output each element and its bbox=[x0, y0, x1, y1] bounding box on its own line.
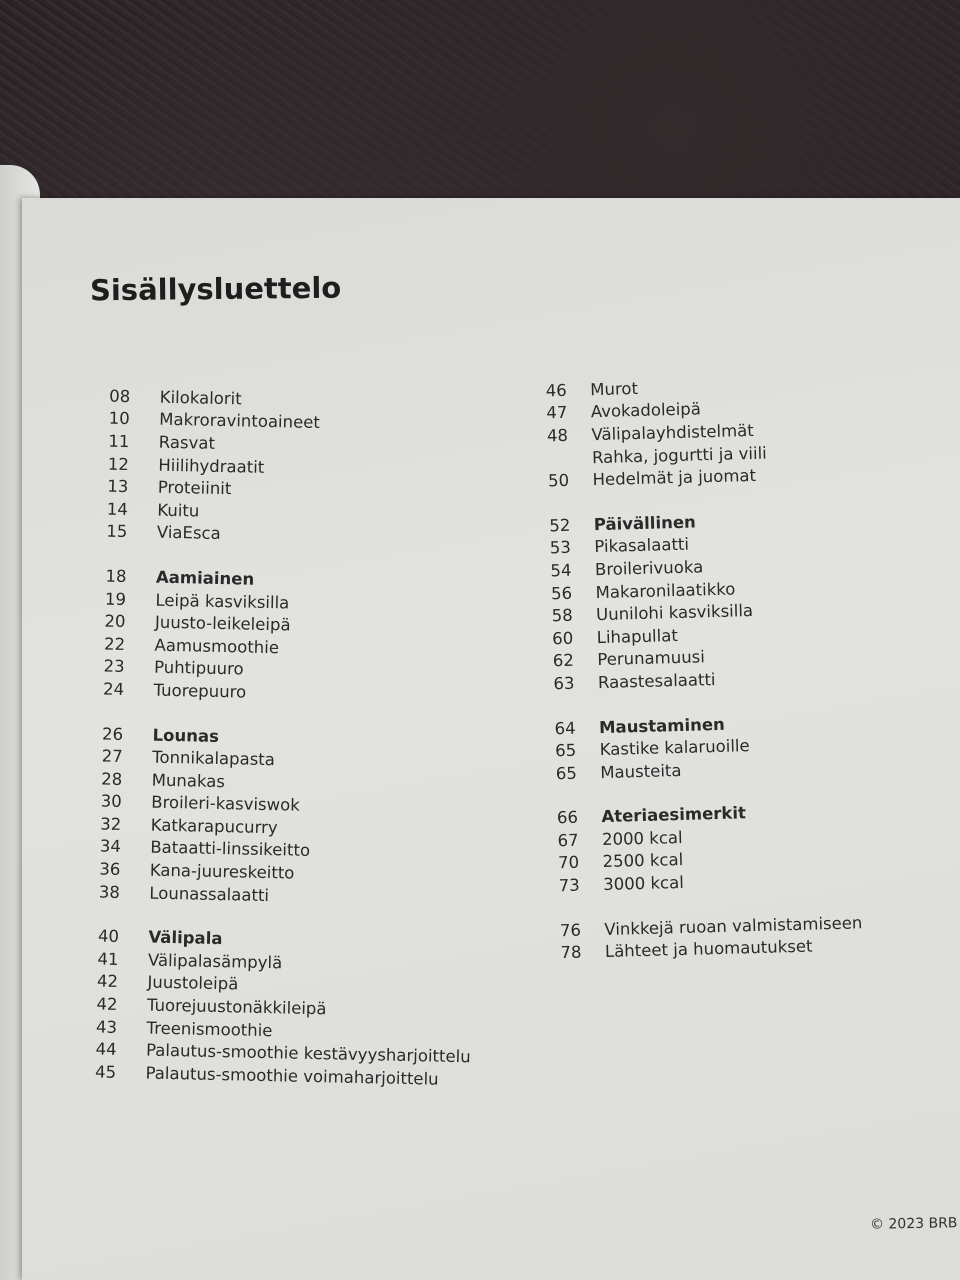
toc-entry-label: Aamiainen bbox=[155, 567, 255, 589]
toc-page-number: 52 bbox=[549, 515, 571, 536]
toc-page-number: 54 bbox=[550, 560, 572, 581]
toc-page-number: 18 bbox=[105, 566, 127, 586]
toc-page-number: 23 bbox=[103, 656, 125, 677]
toc-entry-label: Lounas bbox=[152, 725, 220, 746]
toc-entry-label: 3000 kcal bbox=[602, 873, 685, 895]
book-page bbox=[22, 198, 960, 1280]
toc-entry-label: 2000 kcal bbox=[601, 827, 683, 849]
toc-page-number: 38 bbox=[98, 882, 121, 902]
toc-entry-label: Kilokalorit bbox=[159, 387, 242, 409]
toc-entry-label: Palautus-smoothie kestävyysharjoittelu bbox=[145, 1040, 471, 1067]
toc-entry-label: Lähteet ja huomautukset bbox=[604, 936, 813, 962]
toc-page-number: 56 bbox=[550, 583, 573, 603]
toc-page-number: 48 bbox=[546, 425, 569, 446]
toc-entry-label: Juustoleipä bbox=[147, 972, 239, 994]
toc-entry-label: Kastike kalaruoille bbox=[599, 736, 750, 760]
toc-page-number: 28 bbox=[101, 769, 123, 789]
toc-entry-label: Mausteita bbox=[600, 760, 682, 782]
toc-entry-label: Perunamuusi bbox=[597, 647, 706, 670]
toc-page-number: 26 bbox=[101, 724, 124, 744]
toc-page-number: 12 bbox=[107, 454, 130, 474]
toc-page-number: 78 bbox=[560, 942, 582, 963]
toc-entry-label: Maustaminen bbox=[598, 714, 726, 737]
toc-page-number: 45 bbox=[94, 1062, 117, 1082]
toc-entry-label: Välipala bbox=[148, 927, 223, 949]
toc-entry-label: Avokadoleipä bbox=[590, 399, 702, 422]
toc-page-number: 14 bbox=[106, 499, 129, 519]
toc-entry-label: Katkarapucurry bbox=[150, 815, 278, 838]
toc-entry-label: Puhtipuuro bbox=[153, 657, 244, 679]
toc-entry-label: Proteiinit bbox=[157, 477, 232, 499]
toc-page-number: 58 bbox=[551, 605, 573, 626]
toc-page-number: 08 bbox=[109, 386, 131, 406]
toc-page-number: 70 bbox=[557, 853, 580, 873]
toc-page-number: 50 bbox=[547, 470, 570, 491]
toc-page-number: 41 bbox=[97, 949, 119, 969]
toc-entry-label: Lihapullat bbox=[596, 625, 679, 647]
toc-entry-label: Juusto-leikeleipä bbox=[154, 612, 291, 635]
toc-page-number: 19 bbox=[104, 589, 127, 609]
toc-entry-label: Makaronilaatikko bbox=[595, 579, 736, 602]
toc-page-number: 65 bbox=[554, 740, 577, 761]
toc-entry-label: Hedelmät ja juomat bbox=[592, 466, 757, 490]
toc-entry-label: Tonnikalapasta bbox=[152, 747, 276, 770]
toc-entry-label: Broileri-kasviswok bbox=[151, 792, 300, 815]
toc-entry-label: Uunilohi kasviksilla bbox=[595, 601, 754, 625]
toc-entry-label: Murot bbox=[590, 378, 639, 400]
toc-page-number: 63 bbox=[553, 673, 575, 694]
toc-entry-label: Palautus-smoothie voimaharjoittelu bbox=[145, 1063, 439, 1089]
toc-entry-label: Aamusmoothie bbox=[154, 635, 280, 657]
toc-page-number: 76 bbox=[559, 920, 582, 940]
toc-entry-label: Ateriaesimerkit bbox=[601, 803, 747, 827]
toc-entry-label: Kana-juureskeitto bbox=[149, 860, 295, 883]
toc-page-number: 40 bbox=[97, 926, 120, 947]
toc-page-number: 10 bbox=[108, 409, 130, 429]
copyright-notice: © 2023 BRB bbox=[869, 1215, 958, 1233]
toc-entry-label: Makroravintoaineet bbox=[159, 410, 321, 433]
toc-page-number: 13 bbox=[107, 476, 129, 497]
toc-entry-label: Rahka, jogurtti ja viili bbox=[591, 443, 767, 467]
toc-entry-label: Päivällinen bbox=[593, 512, 697, 534]
toc-entry-label: Lounassalaatti bbox=[149, 883, 270, 905]
toc-entry-label: Broilerivuoka bbox=[594, 557, 704, 580]
toc-page-number: 62 bbox=[552, 651, 575, 671]
toc-entry-label: Vinkkejä ruoan valmistamiseen bbox=[604, 912, 863, 939]
toc-left-column bbox=[65, 384, 484, 1091]
toc-right-column bbox=[522, 371, 863, 964]
toc-page-number: 67 bbox=[557, 830, 579, 851]
toc-page-number: 44 bbox=[95, 1039, 117, 1060]
toc-page-number: 36 bbox=[99, 859, 121, 880]
toc-page-number: 43 bbox=[95, 1017, 118, 1037]
toc-page-number: 22 bbox=[103, 634, 126, 654]
toc-page-number: 46 bbox=[545, 380, 568, 401]
toc-page-number: 47 bbox=[546, 403, 568, 423]
toc-page-number: 42 bbox=[96, 994, 118, 1014]
toc-page-number: 15 bbox=[106, 521, 128, 542]
toc-page-number bbox=[524, 457, 592, 459]
toc-page-number: 30 bbox=[100, 791, 122, 812]
toc-entry-label: ViaEsca bbox=[156, 523, 221, 544]
toc-entry-label: Pikasalaatti bbox=[594, 535, 690, 557]
toc-entry-label: Leipä kasviksilla bbox=[155, 590, 290, 612]
toc-page-number: 20 bbox=[104, 611, 126, 632]
toc-entry-label: Tuorepuuro bbox=[153, 680, 247, 702]
toc-page-number: 11 bbox=[108, 431, 130, 452]
toc-page-number: 24 bbox=[102, 679, 125, 699]
toc-page-number: 32 bbox=[100, 814, 122, 834]
toc-entry-label: Välipalayhdistelmät bbox=[591, 420, 754, 445]
toc-page-number: 66 bbox=[556, 807, 579, 828]
toc-entry-label: Treenismoothie bbox=[146, 1018, 273, 1040]
toc-page-number: 60 bbox=[552, 628, 574, 649]
toc-entry-label: Välipalasämpylä bbox=[147, 950, 283, 973]
toc-page-number: 42 bbox=[96, 971, 119, 992]
toc-entry-label: Hiilihydraatit bbox=[158, 455, 265, 477]
toc-page-number: 53 bbox=[549, 538, 572, 558]
toc-page-number: 73 bbox=[558, 875, 580, 896]
toc-page-number: 34 bbox=[99, 837, 122, 857]
toc-page-number: 65 bbox=[555, 763, 578, 783]
toc-entry-label: Tuorejuustonäkkileipä bbox=[146, 995, 327, 1019]
toc-page-number: 27 bbox=[101, 746, 123, 767]
toc-entry-label: Rasvat bbox=[158, 432, 216, 453]
toc-entry-label: Bataatti-linssikeitto bbox=[150, 838, 311, 861]
toc-entry-label: 2500 kcal bbox=[602, 850, 684, 872]
page-title: Sisällysluettelo bbox=[89, 270, 342, 308]
toc-entry-label: Munakas bbox=[151, 770, 226, 791]
toc-entry-label: Raastesalaatti bbox=[597, 669, 716, 693]
toc-page-number: 64 bbox=[554, 718, 576, 738]
toc-entry-label: Kuitu bbox=[157, 500, 200, 521]
